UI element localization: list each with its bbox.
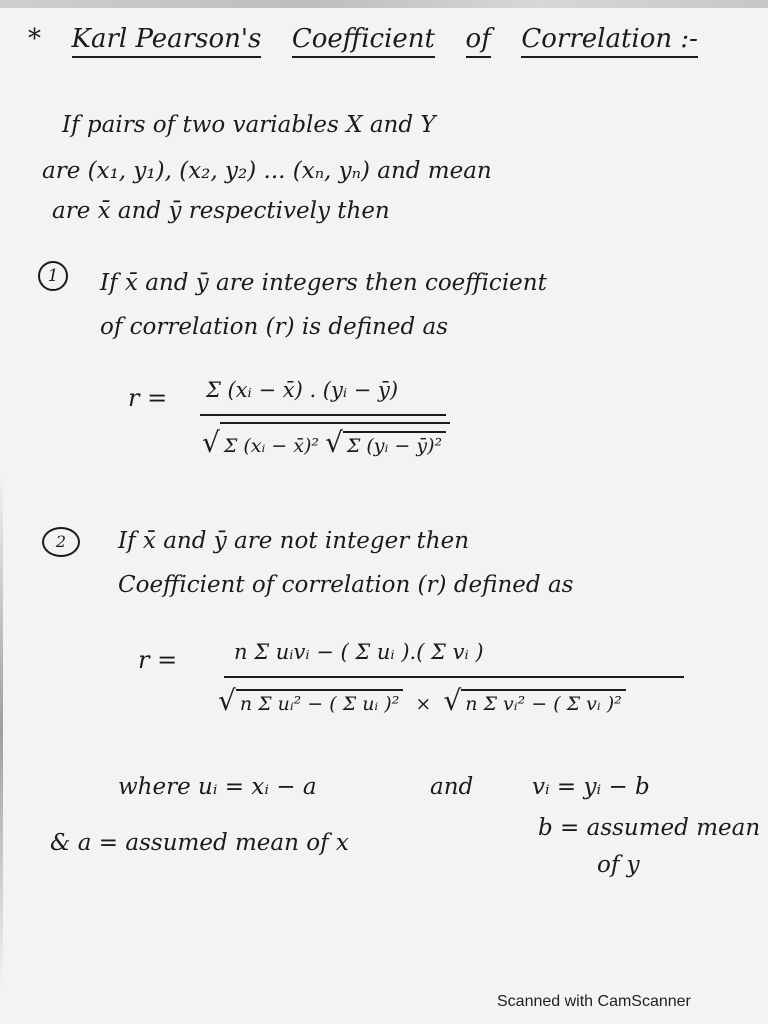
formula-2-lhs: r = [138, 646, 178, 674]
formula-1-fraction-bar [200, 414, 446, 416]
case-1-number: 1 [38, 261, 68, 291]
scanner-watermark: Scanned with CamScanner [497, 993, 691, 1010]
case-2-number: 2 [42, 527, 80, 557]
formula-1-denominator [202, 422, 450, 459]
formula-2 [138, 632, 718, 742]
case-1-line-2: of correlation (r) is defined as [100, 314, 449, 340]
where-u-definition: where uᵢ = xᵢ − a [118, 774, 317, 800]
formula-2-numerator: n Σ uᵢvᵢ − ( Σ uᵢ ).( Σ vᵢ ) [234, 640, 484, 664]
intro-line-1: If pairs of two variables X and Y [62, 112, 436, 138]
title-part-4: Correlation :- [521, 24, 698, 58]
formula-2-fraction-bar [224, 676, 684, 678]
title-part-2: Coefficient [292, 24, 435, 58]
title-part-1: Karl Pearson's [72, 24, 262, 58]
formula-1-numerator: Σ (xᵢ − x̄) . (yᵢ − ȳ) [206, 378, 399, 402]
intro-line-3: are x̄ and ȳ respectively then [52, 198, 390, 224]
sqrt-icon: √ [325, 426, 343, 459]
title-star: * [28, 24, 41, 54]
sqrt-icon: √ [443, 684, 462, 717]
where-and: and [430, 774, 474, 800]
formula-2-den-right: n Σ vᵢ² − ( Σ vᵢ )² [461, 689, 625, 715]
a-definition: & a = assumed mean of x [50, 830, 349, 856]
case-2-line-1: If x̄ and ȳ are not integer then [118, 528, 470, 554]
formula-1-den-right: Σ (yᵢ − ȳ)² [343, 431, 446, 457]
scan-top-edge [0, 0, 768, 8]
sqrt-icon: √ [218, 684, 236, 717]
formula-1 [128, 370, 458, 480]
b-definition: b = assumed mean [538, 815, 761, 841]
intro-line-2: are (x₁, y₁), (x₂, y₂) ... (xₙ, yₙ) and mean [42, 158, 492, 184]
b-definition-continued: of y [597, 852, 640, 878]
times-sign: × [415, 693, 432, 715]
formula-1-den-left: Σ (xᵢ − x̄)² [223, 435, 320, 457]
page-title [28, 24, 698, 55]
scan-left-edge [0, 470, 3, 990]
sqrt-icon: √ [202, 426, 220, 459]
formula-2-denominator [218, 684, 626, 717]
formula-1-lhs: r = [128, 384, 168, 412]
where-v-definition: vᵢ = yᵢ − b [532, 774, 650, 800]
formula-2-den-left: n Σ uᵢ² − ( Σ uᵢ )² [236, 689, 403, 715]
case-2-line-2: Coefficient of correlation (r) defined as [118, 572, 574, 598]
case-1-line-1: If x̄ and ȳ are integers then coefficient [100, 270, 547, 296]
title-part-3: of [466, 24, 491, 58]
